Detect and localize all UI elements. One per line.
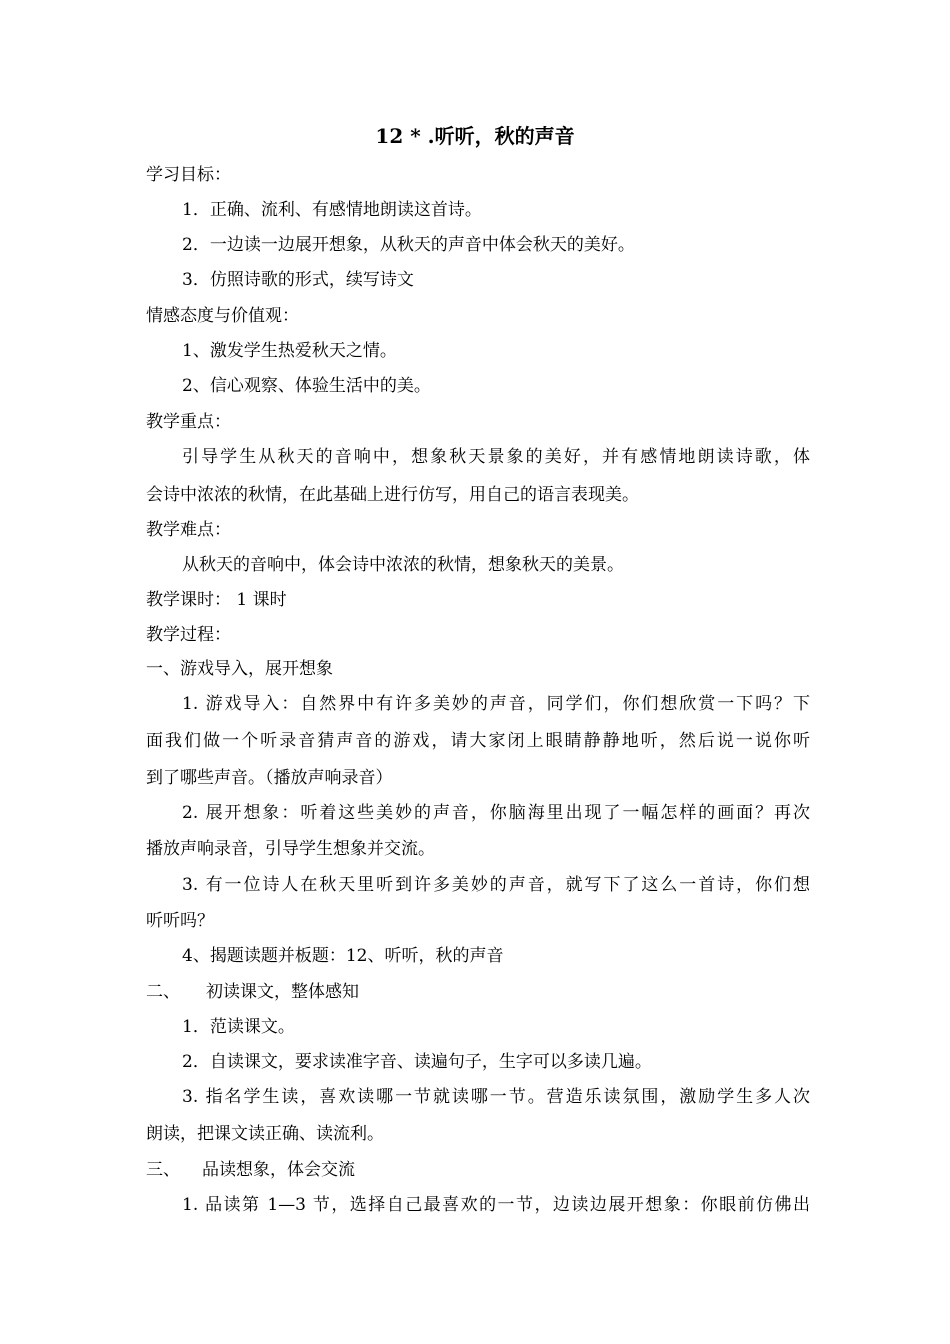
- section-heading: 学习目标：: [146, 165, 231, 185]
- section-number: 二、: [146, 982, 180, 1002]
- paragraph-line: 从秋天的音响中，体会诗中浓浓的秋情，想象秋天的美景。: [182, 555, 624, 575]
- list-item: 3．仿照诗歌的形式，续写诗文: [182, 270, 414, 290]
- section-heading: 情感态度与价值观：: [146, 306, 299, 326]
- list-item: 2、信心观察、体验生活中的美。: [182, 376, 431, 396]
- section-heading: 一、游戏导入，展开想象: [146, 659, 333, 679]
- paragraph-line: 听听吗？: [146, 911, 214, 931]
- paragraph-line: 3. 指名学生读，喜欢读哪一节就读哪一节。营造乐读氛围，激励学生多人次: [182, 1087, 810, 1107]
- section-number: 三、: [146, 1160, 180, 1180]
- paragraph-line: 引导学生从秋天的音响中，想象秋天景象的美好，并有感情地朗读诗歌，体: [182, 447, 810, 467]
- page-title: 12 * .听听，秋的声音: [375, 124, 575, 148]
- list-item: 2．自读课文，要求读准字音、读遍句子，生字可以多读几遍。: [182, 1052, 652, 1072]
- section-heading: 教学难点：: [146, 520, 231, 540]
- section-heading: 教学重点：: [146, 412, 231, 432]
- paragraph-line: 2. 展开想象：听着这些美妙的声音，你脑海里出现了一幅怎样的画面？再次: [182, 803, 810, 823]
- section-heading: 教学课时： 1 课时: [146, 590, 287, 610]
- list-item: 4、揭题读题并板题：12、听听，秋的声音: [182, 946, 504, 966]
- list-item: 1．范读课文。: [182, 1017, 295, 1037]
- paragraph-line: 1. 游戏导入：自然界中有许多美妙的声音，同学们，你们想欣赏一下吗？下: [182, 694, 810, 714]
- section-heading: 品读想象，体会交流: [202, 1160, 355, 1180]
- paragraph-line: 会诗中浓浓的秋情，在此基础上进行仿写，用自己的语言表现美。: [146, 485, 639, 505]
- list-item: 1、激发学生热爱秋天之情。: [182, 341, 397, 361]
- paragraph-line: 播放声响录音，引导学生想象并交流。: [146, 839, 435, 859]
- paragraph-line: 到了哪些声音。（播放声响录音）: [146, 768, 393, 788]
- section-heading: 教学过程：: [146, 625, 231, 645]
- list-item: 1．正确、流利、有感情地朗读这首诗。: [182, 200, 482, 220]
- paragraph-line: 3. 有一位诗人在秋天里听到许多美妙的声音，就写下了这么一首诗，你们想: [182, 875, 810, 895]
- paragraph-line: 面我们做一个听录音猜声音的游戏，请大家闭上眼睛静静地听，然后说一说你听: [146, 731, 810, 751]
- paragraph-line: 朗读，把课文读正确、读流利。: [146, 1124, 384, 1144]
- section-heading: 初读课文，整体感知: [206, 982, 359, 1002]
- paragraph-line: 1. 品读第 1—3 节，选择自己最喜欢的一节，边读边展开想象：你眼前仿佛出: [182, 1195, 810, 1215]
- list-item: 2．一边读一边展开想象，从秋天的声音中体会秋天的美好。: [182, 235, 635, 255]
